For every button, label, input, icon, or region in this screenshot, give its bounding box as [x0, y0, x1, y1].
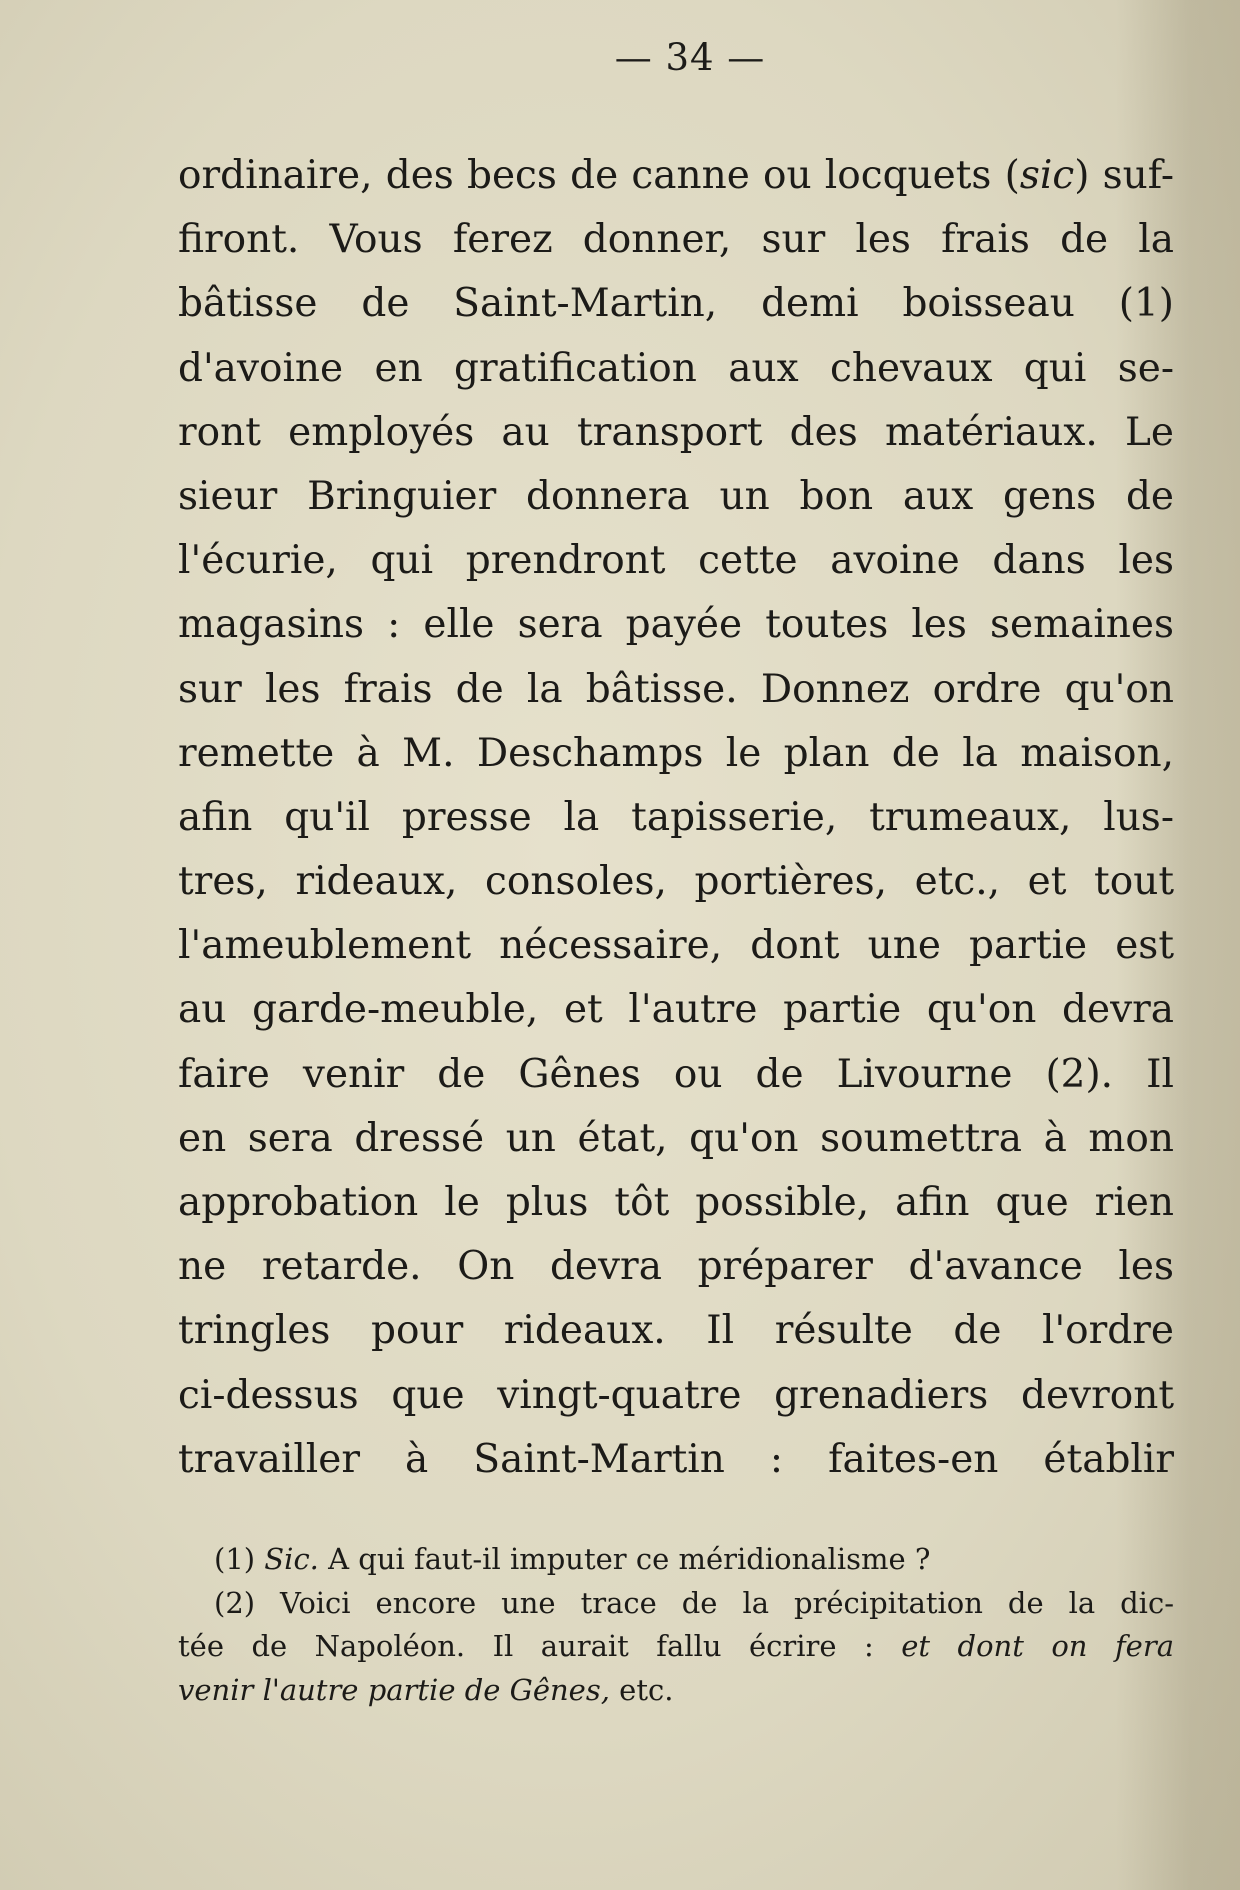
page-number: — 34 — — [614, 36, 766, 79]
text-line: afin qu'il presse la tapisserie, trumeaux, lus- — [178, 794, 1174, 840]
text-line: l'écurie, qui prendront cette avoine dans les — [178, 538, 1174, 584]
text-line: ront employés au transport des matériaux. Le — [178, 409, 1174, 455]
footnote-2-line: (2) Voici encore une trace de la précipitation de la dic- — [214, 1585, 1174, 1620]
text-line: au garde-meuble, et l'autre partie qu'on devra — [178, 987, 1174, 1033]
text-line: approbation le plus tôt possible, afin que rien — [178, 1180, 1174, 1225]
footnote-2-line: venir l'autre partie de Gênes, etc. — [178, 1672, 674, 1707]
text-line: travailler à Saint-Martin : faites-en établir — [178, 1436, 1174, 1482]
text-line: magasins : elle sera payée toutes les semaines — [178, 602, 1174, 648]
text-line: bâtisse de Saint-Martin, demi boisseau (1) — [178, 281, 1174, 327]
footnote-1: (1) Sic. A qui faut-il imputer ce méridionalisme ? — [214, 1542, 931, 1576]
text-line: sur les frais de la bâtisse. Donnez ordre qu'on — [178, 666, 1174, 712]
text-line: tres, rideaux, consoles, portières, etc., et tout — [178, 859, 1174, 905]
text-line: tringles pour rideaux. Il résulte de l'ordre — [178, 1308, 1174, 1354]
footnotes — [178, 1538, 1174, 1712]
body-text — [178, 144, 1174, 1492]
text-line: remette à M. Deschamps le plan de la maison, — [178, 730, 1174, 776]
text-line: firont. Vous ferez donner, sur les frais de la — [178, 217, 1174, 263]
text-line: ne retarde. On devra préparer d'avance les — [178, 1244, 1174, 1290]
text-line: d'avoine en gratification aux chevaux qui se- — [178, 345, 1174, 391]
text-line: ci-dessus que vingt-quatre grenadiers devront — [178, 1372, 1174, 1418]
text-line: faire venir de Gênes ou de Livourne (2). Il — [178, 1051, 1174, 1097]
text-line: l'ameublement nécessaire, dont une partie est — [178, 923, 1174, 969]
text-line: sieur Bringuier donnera un bon aux gens de — [178, 473, 1174, 519]
text-line: en sera dressé un état, qu'on soumettra à mon — [178, 1115, 1174, 1161]
text-line: ordinaire, des becs de canne ou locquets (sic) suf- — [178, 153, 1174, 198]
footnote-2-line: tée de Napoléon. Il aurait fallu écrire : et dont on fera — [178, 1629, 1174, 1663]
